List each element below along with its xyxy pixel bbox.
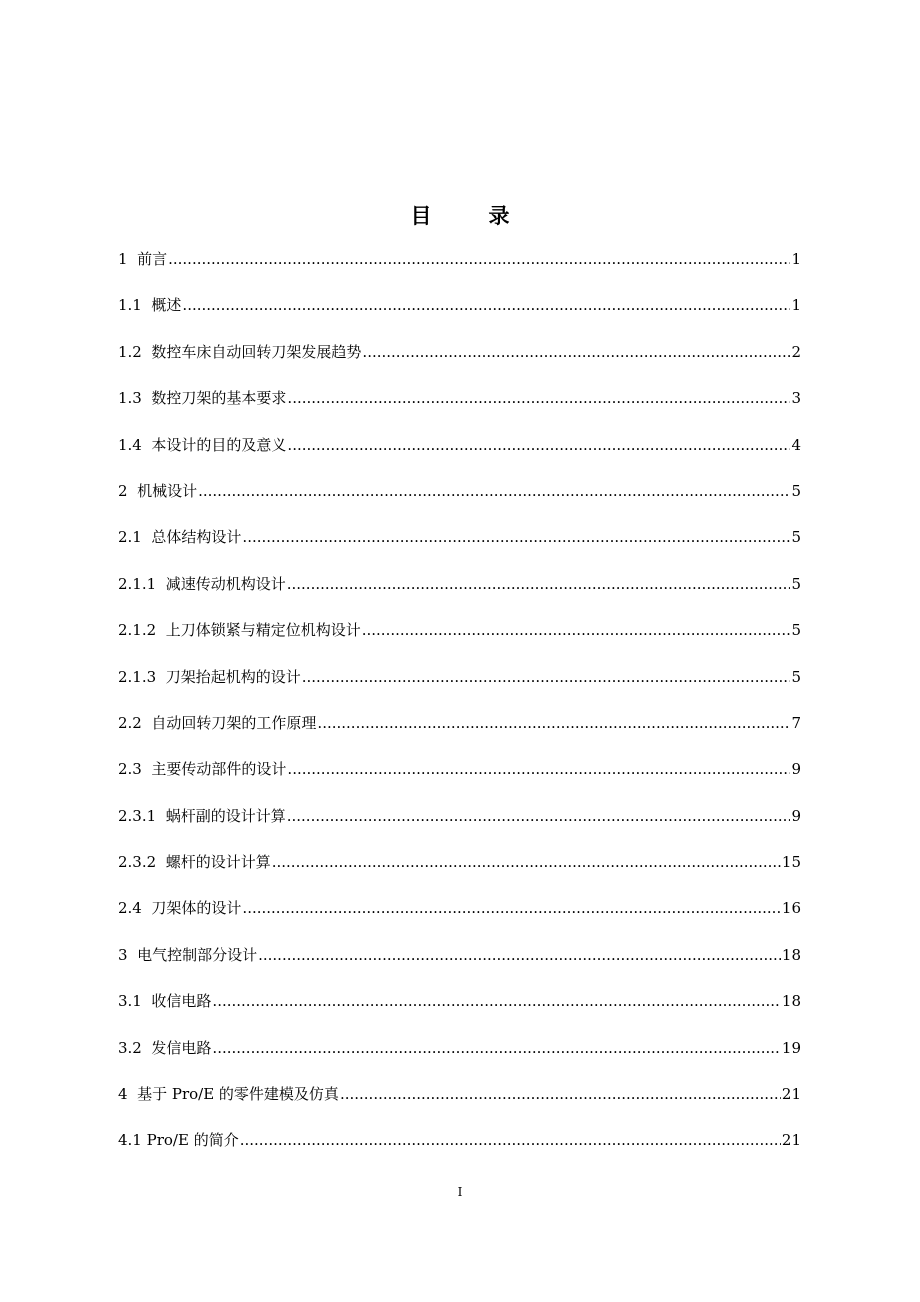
toc-entry-gap [142,897,152,919]
toc-entry-number: 4.1 [118,1131,142,1150]
toc-entry[interactable] [118,712,801,758]
dot-leader [198,480,790,502]
toc-entry-gap [128,944,138,966]
toc-entry-number: 3.2 [118,1038,142,1057]
toc-entry-page: 9 [791,760,801,779]
toc-entry-number: 2.1.1 [118,574,157,593]
toc-entry-number: 3 [118,945,128,964]
dot-leader [182,294,790,316]
toc-entry-gap [128,480,138,502]
toc-entry-number: 1.2 [118,342,142,361]
toc-entry-number: 2.3.2 [118,853,157,872]
dot-leader [317,712,790,734]
toc-entry-gap [156,851,166,873]
toc-entry[interactable] [118,990,801,1036]
toc-entry-label: 数控刀架的基本要求 [151,389,287,408]
toc-entry-label: 基于 Pro/E 的零件建模及仿真 [137,1085,339,1104]
toc-entry-gap [156,573,166,595]
toc-entry-label: 发信电路 [151,1038,212,1057]
toc-entry[interactable] [118,294,801,340]
toc-entry-label: 刀架体的设计 [151,899,242,918]
toc-entry-number: 1.1 [118,296,142,315]
toc-entry-page: 5 [791,481,801,500]
toc-entry-number: 2.4 [118,899,142,918]
toc-entry-label: 上刀体锁紧与精定位机构设计 [165,621,361,640]
toc-entry-page: 16 [781,899,801,918]
toc-entry-gap [142,387,152,409]
toc-entry-label: 前言 [137,250,168,268]
toc-entry-page: 5 [791,667,801,686]
toc-entry-label: 螺杆的设计计算 [165,853,271,872]
dot-leader [212,1037,780,1059]
toc-entry-page: 2 [791,342,801,361]
toc-entry-gap [142,434,152,456]
toc-entry[interactable] [118,387,801,433]
toc-entry-label: 减速传动机构设计 [165,574,286,593]
toc-entry[interactable] [118,1083,801,1129]
toc-entry-gap [156,619,166,641]
toc-entry-gap [142,341,152,363]
toc-entry-number: 3.1 [118,992,142,1011]
toc-entry[interactable] [118,434,801,480]
dot-leader [362,341,790,363]
toc-entry-number: 1 [118,250,128,268]
dot-leader [168,248,790,270]
toc-entry-gap [142,758,152,780]
dot-leader [287,758,790,780]
toc-entry-number: 1.3 [118,389,142,408]
toc-entry-label: 概述 [151,296,182,315]
toc-entry-gap [128,248,138,270]
toc-entry-label: 数控车床自动回转刀架发展趋势 [151,342,362,361]
toc-entry-label: 刀架抬起机构的设计 [165,667,301,686]
toc-entry[interactable] [118,526,801,572]
toc-entry-number: 2.1 [118,528,142,547]
dot-leader [212,990,780,1012]
toc-entry-gap [142,294,152,316]
toc-entry-label: 电气控制部分设计 [137,945,258,964]
toc-entry[interactable] [118,480,801,526]
toc-entry-page: 5 [791,528,801,547]
toc-entry-label: 机械设计 [137,481,198,500]
toc-entry-number: 2.1.3 [118,667,157,686]
toc-entry[interactable] [118,944,801,990]
toc-entry-gap [128,1083,138,1105]
dot-leader [302,666,791,688]
dot-leader [362,619,791,641]
toc-entry-page: 21 [781,1131,801,1150]
toc-entry-label: 蜗杆副的设计计算 [165,806,286,825]
toc-entry-number: 2.1.2 [118,621,157,640]
toc-entry-label: Pro/E 的简介 [146,1131,239,1150]
toc-entry-label: 主要传动部件的设计 [151,760,287,779]
dot-leader [340,1083,781,1105]
toc-entry[interactable] [118,897,801,943]
toc-entry-page: 1 [791,250,801,268]
toc-entry-page: 18 [781,992,801,1011]
toc-entry[interactable] [118,758,801,804]
toc-entry-page: 21 [781,1085,801,1104]
page-number: I [457,1185,463,1199]
toc-entry-gap [156,805,166,827]
toc-entry-gap [142,526,152,548]
dot-leader [272,851,781,873]
toc-entry[interactable] [118,1129,801,1175]
toc-entry-page: 15 [781,853,801,872]
dot-leader [240,1129,781,1151]
toc-entry-page: 5 [791,574,801,593]
toc-entry[interactable] [118,1037,801,1083]
toc-entry[interactable] [118,666,801,712]
toc-entry-number: 1.4 [118,435,142,454]
toc-entry-label: 本设计的目的及意义 [151,435,287,454]
toc-entry-label: 自动回转刀架的工作原理 [151,713,317,732]
toc-entry-gap [142,990,152,1012]
toc-entry-page: 3 [791,389,801,408]
toc-entry-number: 2.3.1 [118,806,157,825]
toc-entry-number: 2.2 [118,713,142,732]
toc-entry-page: 7 [791,713,801,732]
toc-entry-page: 5 [791,621,801,640]
toc-entry-label: 总体结构设计 [151,528,242,547]
toc-entry-page: 19 [781,1038,801,1057]
toc-entry-page: 4 [791,435,801,454]
toc-entry-number: 2 [118,481,128,500]
dot-leader [287,573,791,595]
page-title: 目 录 [410,203,528,228]
table-of-contents [118,248,801,1176]
toc-entry-number: 2.3 [118,760,142,779]
toc-entry[interactable] [118,805,801,851]
dot-leader [242,897,780,919]
toc-entry-number: 4 [118,1085,128,1104]
toc-entry[interactable] [118,851,801,897]
toc-entry-gap [142,712,152,734]
toc-entry-page: 18 [781,945,801,964]
toc-entry[interactable] [118,341,801,387]
toc-entry[interactable] [118,573,801,619]
toc-entry-gap [142,1037,152,1059]
toc-entry[interactable] [118,248,801,294]
dot-leader [258,944,781,966]
toc-entry[interactable] [118,619,801,665]
toc-entry-gap [156,666,166,688]
toc-entry-page: 1 [791,296,801,315]
dot-leader [287,387,790,409]
dot-leader [287,434,790,456]
toc-entry-page: 9 [791,806,801,825]
toc-entry-label: 收信电路 [151,992,212,1011]
dot-leader [242,526,790,548]
dot-leader [287,805,791,827]
